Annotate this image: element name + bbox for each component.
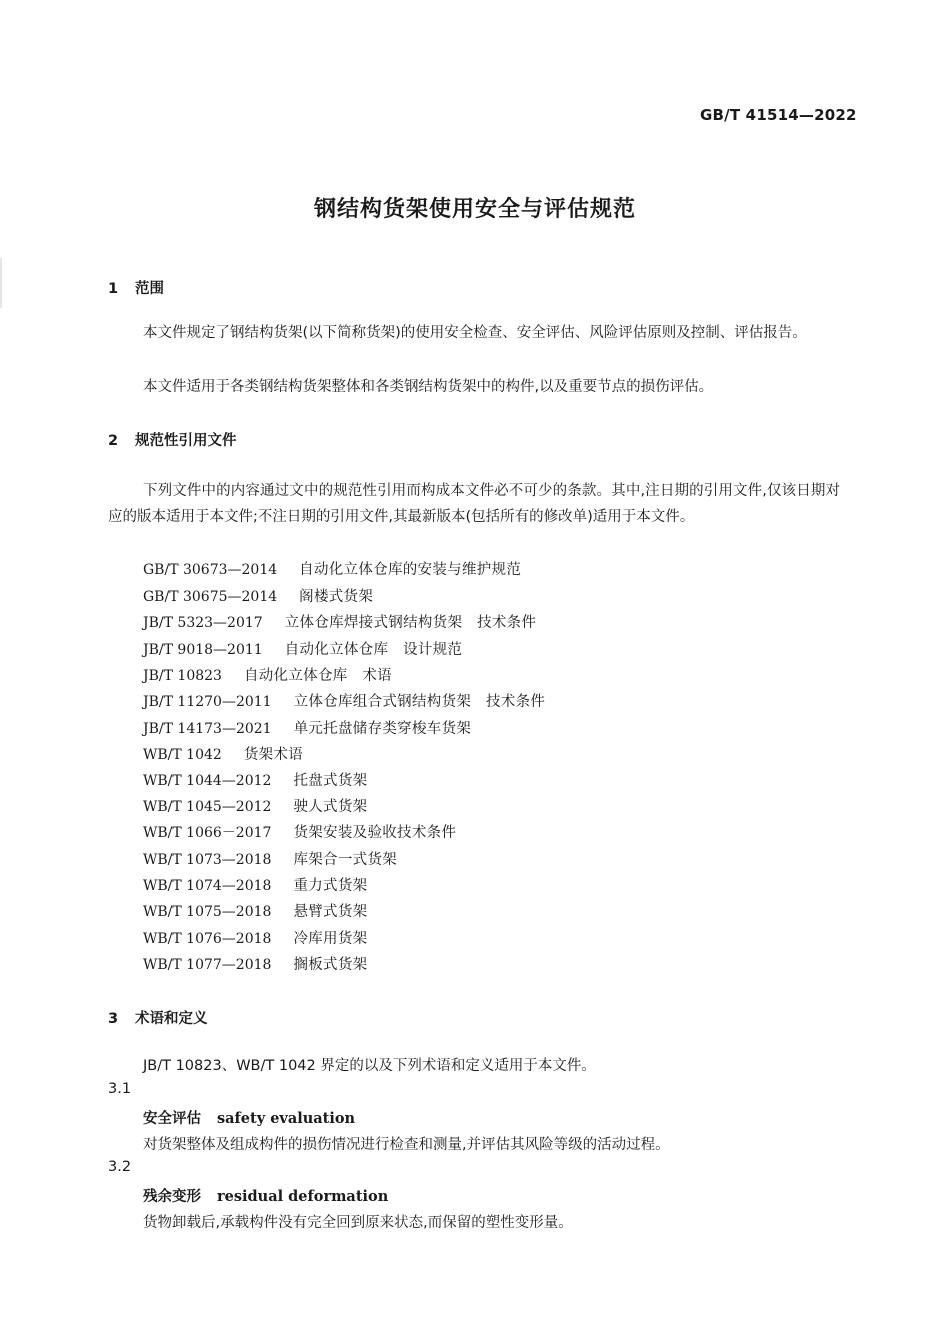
section-1-paragraph-2: 本文件适用于各类钢结构货架整体和各类钢结构货架中的构件,以及重要节点的损伤评估。: [143, 379, 714, 395]
reference-title: 自动化立体仓库 设计规范: [284, 642, 463, 658]
term-definition: 对货架整体及组成构件的损伤情况进行检查和测量,并评估其风险等级的活动过程。: [143, 1137, 670, 1153]
standard-number: GB/T 41514—2022: [700, 106, 857, 124]
reference-item: [143, 585, 373, 606]
section-2-heading: [108, 429, 237, 450]
reference-code: JB/T 14173—2021: [143, 721, 272, 737]
reference-title: 重力式货架: [293, 878, 368, 894]
reference-code: WB/T 1075—2018: [143, 904, 272, 920]
reference-code: WB/T 1044—2012: [143, 773, 272, 789]
section-number: 2: [108, 433, 119, 449]
reference-title: 驶人式货架: [293, 799, 368, 815]
reference-item: [143, 743, 303, 764]
reference-code: JB/T 10823: [143, 668, 222, 684]
reference-code: GB/T 30673—2014: [143, 562, 278, 578]
reference-code: WB/T 1066－2017: [143, 825, 272, 841]
reference-title: 货架术语: [243, 747, 304, 763]
reference-item: [143, 558, 521, 579]
reference-title: 搁板式货架: [293, 957, 368, 973]
reference-code: JB/T 9018—2011: [143, 642, 263, 658]
term-heading: [143, 1185, 388, 1206]
reference-title: 立体仓库焊接式钢结构货架 技术条件: [284, 615, 537, 631]
reference-item: [143, 690, 545, 711]
section-title: 范围: [135, 281, 164, 297]
reference-title: 立体仓库组合式钢结构货架 技术条件: [293, 694, 546, 710]
section-number: 1: [108, 281, 119, 297]
reference-code: JB/T 5323—2017: [143, 615, 263, 631]
reference-title: 库架合一式货架: [293, 852, 398, 868]
document-title: 钢结构货架使用安全与评估规范: [313, 197, 636, 222]
reference-code: GB/T 30675—2014: [143, 589, 278, 605]
section-1-paragraph-1: 本文件规定了钢结构货架(以下简称货架)的使用安全检查、安全评估、风险评估原则及控制、评估报告。: [143, 325, 807, 341]
reference-item: [143, 821, 456, 842]
reference-title: 货架安装及验收技术条件: [293, 825, 457, 841]
reference-item: [143, 927, 367, 948]
reference-code: WB/T 1074—2018: [143, 878, 272, 894]
reference-title: 自动化立体仓库的安装与维护规范: [299, 562, 522, 578]
term-number: 3.2: [108, 1159, 132, 1175]
reference-title: 阁楼式货架: [299, 589, 374, 605]
reference-title: 冷库用货架: [293, 931, 368, 947]
reference-item: [143, 900, 367, 921]
page-edge-mark: [0, 258, 2, 308]
reference-item: [143, 874, 367, 895]
reference-code: WB/T 1076—2018: [143, 931, 272, 947]
term-number: 3.1: [108, 1081, 132, 1097]
reference-item: [143, 717, 471, 738]
term-chinese: 安全评估: [143, 1111, 201, 1127]
section-number: 3: [108, 1011, 119, 1027]
term-english: safety evaluation: [217, 1110, 356, 1127]
term-heading: [143, 1107, 355, 1128]
section-title: 规范性引用文件: [135, 433, 237, 449]
section-2-paragraph: 下列文件中的内容通过文中的规范性引用而构成本文件必不可少的条款。其中,注日期的引用文件,仅该日期对应的版本适用于本文件;不注日期的引用文件,其最新版本(包括所有的修改单)适用于本文件。: [108, 483, 840, 525]
term-chinese: 残余变形: [143, 1189, 201, 1205]
term-definition: 货物卸载后,承载构件没有完全回到原来状态,而保留的塑性变形量。: [143, 1215, 573, 1231]
reference-code: JB/T 11270—2011: [143, 694, 272, 710]
reference-title: 托盘式货架: [293, 773, 368, 789]
reference-code: WB/T 1077—2018: [143, 957, 272, 973]
reference-code: WB/T 1073—2018: [143, 852, 272, 868]
term-english: residual deformation: [217, 1188, 389, 1205]
reference-item: [143, 953, 367, 974]
section-1-heading: [108, 277, 164, 298]
reference-item: [143, 769, 367, 790]
reference-code: WB/T 1042: [143, 747, 222, 763]
reference-item: [143, 795, 367, 816]
reference-item: [143, 664, 392, 685]
section-3-intro: JB/T 10823、WB/T 1042 界定的以及下列术语和定义适用于本文件。: [143, 1058, 596, 1074]
reference-title: 自动化立体仓库 术语: [243, 668, 392, 684]
reference-title: 悬臂式货架: [293, 904, 368, 920]
reference-title: 单元托盘储存类穿梭车货架: [293, 721, 472, 737]
reference-item: [143, 848, 397, 869]
section-3-heading: [108, 1007, 208, 1028]
reference-item: [143, 611, 536, 632]
section-title: 术语和定义: [135, 1011, 208, 1027]
reference-item: [143, 638, 462, 659]
reference-code: WB/T 1045—2012: [143, 799, 272, 815]
